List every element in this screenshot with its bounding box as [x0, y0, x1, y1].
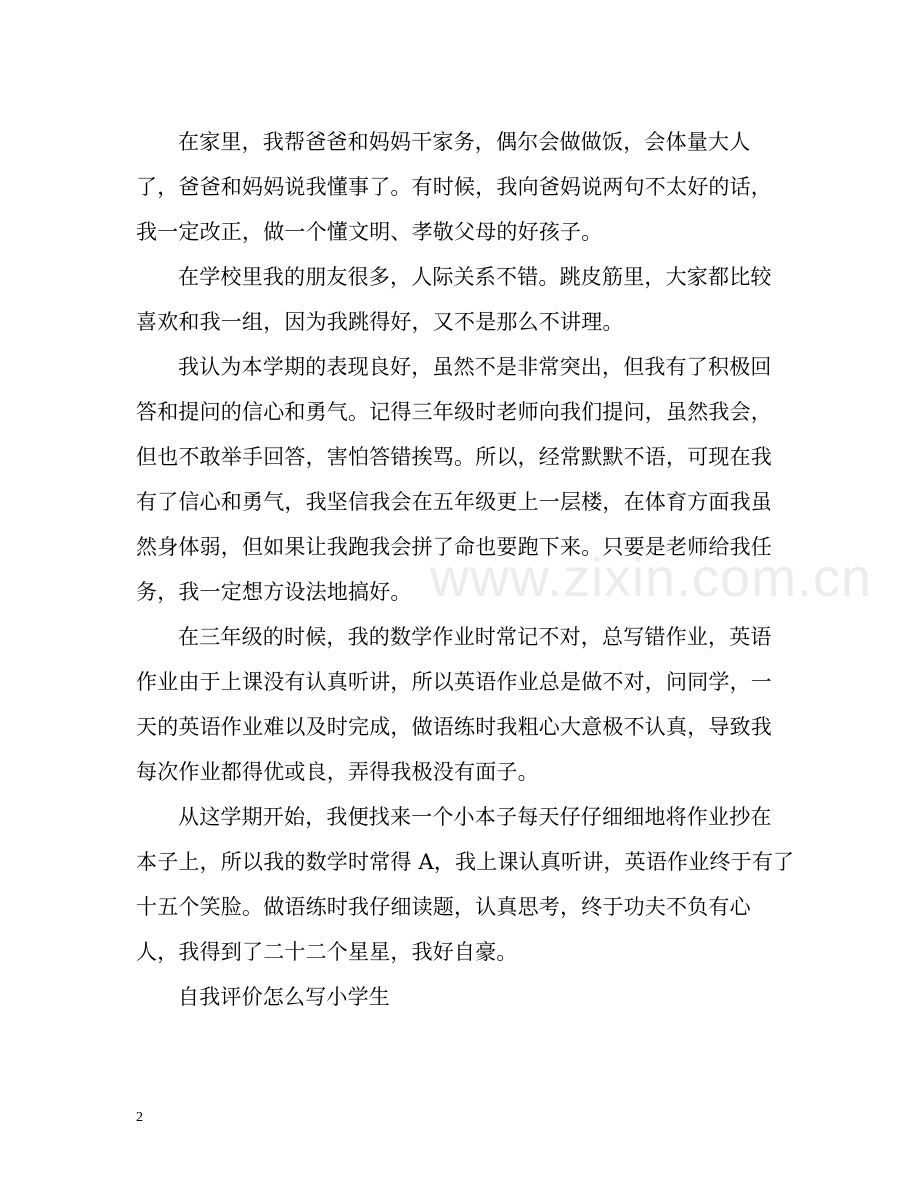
paragraph	[136, 120, 786, 255]
text-line: 务，我一定想方设法地搞好。	[136, 580, 412, 604]
text-line: 在三年级的时候，我的数学作业时常记不对，总写错作业，英语	[178, 625, 772, 649]
text-line: 但也不敢举手回答，害怕答错挨骂。所以，经常默默不语，可现在我	[136, 445, 772, 469]
text-line: 我认为本学期的表现良好，虽然不是非常突出，但我有了积极回	[178, 355, 772, 379]
text-line: 天的英语作业难以及时完成，做语练时我粗心大意极不认真，导致我	[136, 715, 772, 739]
text-line: 十五个笑脸。做语练时我仔细读题，认真思考，终于功夫不负有心	[136, 895, 751, 919]
text-line: 然身体弱，但如果让我跑我会拼了命也要跑下来。只要是老师给我任	[136, 535, 772, 559]
text-line: 了，爸爸和妈妈说我懂事了。有时候，我向爸妈说两句不太好的话，	[136, 175, 772, 199]
paragraph	[136, 255, 786, 345]
text-line: 喜欢和我一组，因为我跳得好，又不是那么不讲理。	[136, 310, 624, 334]
text-line: 在家里，我帮爸爸和妈妈干家务，偶尔会做做饭，会体量大人	[178, 130, 751, 154]
text-line: 我一定改正，做一个懂文明、孝敬父母的好孩子。	[136, 220, 603, 244]
section-heading: 自我评价怎么写小学生	[178, 985, 390, 1009]
text-line: 在学校里我的朋友很多，人际关系不错。跳皮筋里，大家都比较	[178, 265, 772, 289]
text-line: 作业由于上课没有认真听讲，所以英语作业总是做不对，问同学，一	[136, 670, 772, 694]
paragraph	[136, 615, 786, 795]
heading-paragraph	[136, 975, 786, 1020]
text-line: 答和提问的信心和勇气。记得三年级时老师向我们提问，虽然我会，	[136, 400, 772, 424]
watermark: www.zixin.com.cn	[430, 548, 873, 608]
text-line: 每次作业都得优或良，弄得我极没有面子。	[136, 760, 539, 784]
text-line: 有了信心和勇气，我坚信我会在五年级更上一层楼，在体育方面我虽	[136, 490, 772, 514]
paragraph	[136, 795, 795, 975]
text-line: 从这学期开始，我便找来一个小本子每天仔仔细细地将作业抄在	[178, 805, 772, 829]
text-line: 人，我得到了二十二个星星，我好自豪。	[136, 940, 518, 964]
paragraph	[136, 345, 786, 615]
page-number: 2	[136, 1110, 143, 1125]
body-text	[136, 120, 795, 1020]
text-line: 本子上，所以我的数学时常得 A，我上课认真听讲，英语作业终于有了	[136, 850, 795, 874]
